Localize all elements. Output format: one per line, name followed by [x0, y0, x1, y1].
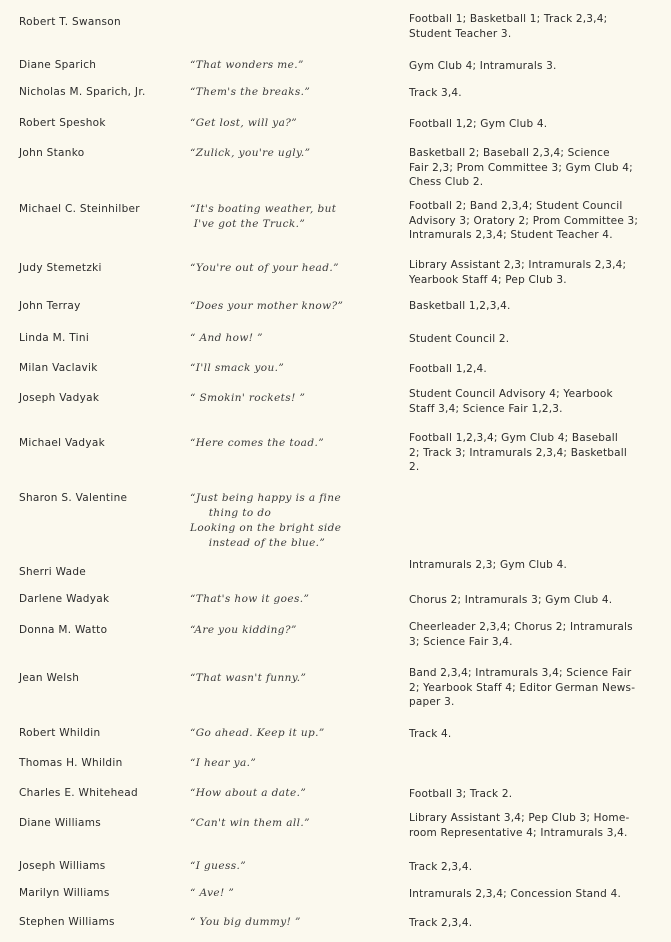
activities-line: Band 2,3,4; Intramurals 3,4; Science Fair	[409, 667, 632, 679]
activities-line: Library Assistant 2,3; Intramurals 2,3,4;	[409, 259, 627, 271]
activities-line: 2; Track 3; Intramurals 2,3,4; Basketball	[409, 446, 628, 459]
activities-line: Track 2,3,4.	[409, 917, 473, 929]
student-quote: “Go ahead. Keep it up.”	[190, 727, 325, 739]
student-quote: “Here comes the toad.”	[190, 437, 324, 449]
student-activities	[409, 811, 667, 840]
activities-line: Chess Club 2.	[409, 176, 484, 188]
student-activities	[409, 362, 667, 377]
student-quote: “I'll smack you.”	[190, 362, 285, 374]
student-quote: “ And how! ”	[190, 332, 263, 344]
student-name: Thomas H. Whildin	[19, 757, 123, 769]
student-quote: “That wasn't funny.”	[190, 672, 307, 684]
activities-line: paper 3.	[409, 696, 455, 708]
student-name: Robert T. Swanson	[19, 16, 121, 28]
student-name: Milan Vaclavik	[19, 362, 98, 374]
student-quote: “ Ave! ”	[190, 887, 235, 899]
activities-line: Library Assistant 3,4; Pep Club 3; Home-	[409, 812, 630, 824]
student-name: Linda M. Tini	[19, 332, 90, 344]
student-name: Joseph Vadyak	[19, 392, 100, 404]
student-name: Robert Speshok	[19, 117, 106, 129]
activities-line: 2.	[409, 461, 420, 473]
student-activities	[409, 887, 667, 902]
student-activities	[409, 666, 667, 710]
student-activities	[409, 59, 667, 74]
student-name: Robert Whildin	[19, 727, 101, 739]
activities-line: Football 2; Band 2,3,4; Student Council	[409, 200, 623, 212]
student-activities	[409, 387, 667, 416]
student-quote: “ You big dummy! ”	[190, 916, 301, 928]
student-activities	[409, 258, 667, 287]
activities-line: Cheerleader 2,3,4; Chorus 2; Intramurals	[409, 621, 633, 633]
activities-line: Student Council 2.	[409, 333, 510, 345]
student-quote: “Does your mother know?”	[190, 300, 344, 312]
student-name: Marilyn Williams	[19, 887, 110, 899]
student-activities	[409, 86, 667, 101]
activities-line: Intramurals 2,3,4; Student Teacher 4.	[409, 229, 613, 241]
student-activities	[409, 916, 667, 931]
student-name: Darlene Wadyak	[19, 593, 110, 605]
student-activities	[409, 787, 667, 802]
student-activities	[409, 558, 667, 573]
student-quote: “That wonders me.”	[190, 59, 304, 71]
student-name: Judy Stemetzki	[19, 262, 102, 274]
student-name: Diane Williams	[19, 817, 102, 829]
activities-line: Football 1; Basketball 1; Track 2,3,4;	[409, 13, 608, 25]
activities-line: Football 1,2; Gym Club 4.	[409, 118, 548, 130]
activities-line: room Representative 4; Intramurals 3,4.	[409, 826, 628, 839]
student-name: John Terray	[19, 300, 81, 312]
activities-line: Football 1,2,3,4; Gym Club 4; Baseball	[409, 432, 618, 444]
activities-line: Basketball 1,2,3,4.	[409, 300, 511, 312]
student-activities	[409, 332, 667, 347]
activities-line: Track 4.	[409, 728, 452, 740]
student-activities	[409, 431, 667, 475]
activities-line: Staff 3,4; Science Fair 1,2,3.	[409, 402, 563, 415]
activities-line: Chorus 2; Intramurals 3; Gym Club 4.	[409, 594, 613, 606]
student-name: Michael Vadyak	[19, 437, 105, 449]
activities-line: Football 3; Track 2.	[409, 788, 513, 800]
student-activities	[409, 860, 667, 875]
activities-line: Track 2,3,4.	[409, 861, 473, 873]
activities-line: Track 3,4.	[409, 87, 462, 99]
student-name: Charles E. Whitehead	[19, 787, 138, 799]
activities-line: Basketball 2; Baseball 2,3,4; Science	[409, 147, 610, 159]
student-name: Nicholas M. Sparich, Jr.	[19, 86, 146, 98]
student-quote: “How about a date.”	[190, 787, 307, 799]
student-name: Donna M. Watto	[19, 624, 108, 636]
student-name: Stephen Williams	[19, 916, 115, 928]
activities-line: Fair 2,3; Prom Committee 3; Gym Club 4;	[409, 161, 633, 174]
student-quote: “That's how it goes.”	[190, 593, 310, 605]
student-activities	[409, 727, 667, 742]
student-activities	[409, 199, 667, 243]
activities-line: 2; Yearbook Staff 4; Editor German News-	[409, 681, 636, 694]
student-name: Jean Welsh	[19, 672, 80, 684]
student-activities	[409, 299, 667, 314]
student-name: Joseph Williams	[19, 860, 106, 872]
student-name: Sharon S. Valentine	[19, 492, 128, 504]
student-quote: “I guess.”	[190, 860, 247, 872]
activities-line: Yearbook Staff 4; Pep Club 3.	[409, 273, 567, 286]
student-activities	[409, 12, 667, 41]
student-quote: “You're out of your head.”	[190, 262, 339, 274]
student-quote: “Can't win them all.”	[190, 817, 310, 829]
student-quote: “Just being happy is a fine thing to do Looking on the bright side instead of the blue.”	[190, 492, 342, 549]
student-activities	[409, 593, 667, 608]
student-name: Diane Sparich	[19, 59, 97, 71]
activities-line: Advisory 3; Oratory 2; Prom Committee 3;	[409, 214, 639, 227]
activities-line: Gym Club 4; Intramurals 3.	[409, 60, 557, 72]
student-quote: “Zulick, you're ugly.”	[190, 147, 311, 159]
student-activities	[409, 146, 667, 190]
activities-line: Student Teacher 3.	[409, 27, 512, 40]
activities-line: Student Council Advisory 4; Yearbook	[409, 388, 613, 400]
student-quote: “Them's the breaks.”	[190, 86, 311, 98]
student-activities	[409, 620, 667, 649]
activities-line: 3; Science Fair 3,4.	[409, 635, 513, 648]
student-quote: “Are you kidding?”	[190, 624, 297, 636]
activities-line: Intramurals 2,3,4; Concession Stand 4.	[409, 888, 621, 900]
student-quote: “It's boating weather, but I've got the Truck.”	[190, 203, 337, 230]
student-name: Sherri Wade	[19, 566, 87, 578]
student-quote: “I hear ya.”	[190, 757, 257, 769]
activities-line: Football 1,2,4.	[409, 363, 487, 375]
student-quote: “Get lost, will ya?”	[190, 117, 298, 129]
activities-line: Intramurals 2,3; Gym Club 4.	[409, 559, 567, 571]
student-activities	[409, 117, 667, 132]
student-name: Michael C. Steinhilber	[19, 203, 140, 215]
student-quote: “ Smokin' rockets! ”	[190, 392, 306, 404]
student-name: John Stanko	[19, 147, 85, 159]
